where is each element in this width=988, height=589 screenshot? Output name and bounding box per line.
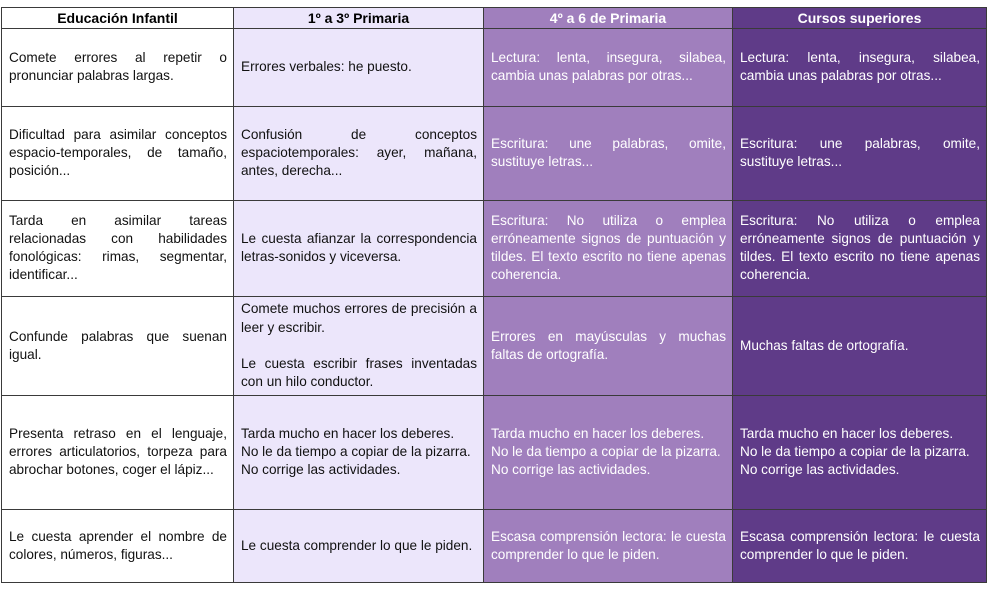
table-cell [234,296,484,395]
table-cell: Escasa comprensión lectora: le cuesta comprender lo que le piden. [733,509,987,582]
table-cell [484,395,733,509]
table-cell [733,395,987,509]
table-cell: Escritura: No utiliza o emplea erróneamente signos de puntuación y tildes. El texto escrito no tiene apenas coherencia. [733,200,987,296]
table-cell: Le cuesta comprender lo que le piden. [234,509,484,582]
dyslexia-signs-table [1,7,987,583]
cell-line: No le da tiempo a copiar de la pizarra. [241,444,471,460]
cell-line: Tarda mucho en hacer los deberes. [241,425,455,441]
table-cell: Confusión de conceptos espaciotemporales: ayer, mañana, antes, derecha... [234,106,484,200]
table-cell: Le cuesta aprender el nombre de colores, números, figuras... [2,509,234,582]
table-cell: Escasa comprensión lectora: le cuesta comprender lo que le piden. [484,509,733,582]
table-row [2,395,987,509]
table-cell: Lectura: lenta, insegura, silabea, cambia unas palabras por otras... [733,29,987,107]
table-cell: Escritura: une palabras, omite, sustituye letras... [484,106,733,200]
cell-line: Tarda mucho en hacer los deberes. [491,425,705,441]
table-cell [234,395,484,509]
cell-line: No corrige las actividades. [740,462,900,478]
table-row [2,200,987,296]
table-cell: Comete errores al repetir o pronunciar palabras largas. [2,29,234,107]
table-row [2,29,987,107]
cell-paragraph: Comete muchos errores de precisión a leer y escribir. [241,301,477,335]
table-cell: Muchas faltas de ortografía. [733,296,987,395]
table-row [2,106,987,200]
table-cell: Tarda en asimilar tareas relacionadas con habilidades fonológicas: rimas, segmentar, identificar... [2,200,234,296]
cell-line: No le da tiempo a copiar de la pizarra. [491,444,721,460]
table-cell: Confunde palabras que suenan igual. [2,296,234,395]
cell-paragraph: Le cuesta escribir frases inventadas con un hilo conductor. [241,355,477,389]
table-cell: Lectura: lenta, insegura, silabea, cambia unas palabras por otras... [484,29,733,107]
table-cell: Le cuesta afianzar la correspondencia letras-sonidos y viceversa. [234,200,484,296]
table-cell: Errores verbales: he puesto. [234,29,484,107]
table-row [2,296,987,395]
table-cell: Presenta retraso en el lenguaje, errores articulatorios, torpeza para abrochar botones, coger el lápiz... [2,395,234,509]
cell-line: No corrige las actividades. [491,462,651,478]
header-4-6-primaria: 4º a 6 de Primaria [484,8,733,29]
header-1-3-primaria: 1º a 3º Primaria [234,8,484,29]
table-cell: Errores en mayúsculas y muchas faltas de ortografía. [484,296,733,395]
cell-line: No le da tiempo a copiar de la pizarra. [740,444,970,460]
table-cell: Dificultad para asimilar conceptos espacio-temporales, de tamaño, posición... [2,106,234,200]
header-educacion-infantil: Educación Infantil [2,8,234,29]
table-cell: Escritura: No utiliza o emplea erróneamente signos de puntuación y tildes. El texto escrito no tiene apenas coherencia. [484,200,733,296]
table-header-row [2,8,987,29]
header-cursos-superiores: Cursos superiores [733,8,987,29]
cell-line: Tarda mucho en hacer los deberes. [740,425,954,441]
table-cell: Escritura: une palabras, omite, sustituye letras... [733,106,987,200]
paragraph-gap [241,337,477,355]
cell-line: No corrige las actividades. [241,462,401,478]
table-row [2,509,987,582]
